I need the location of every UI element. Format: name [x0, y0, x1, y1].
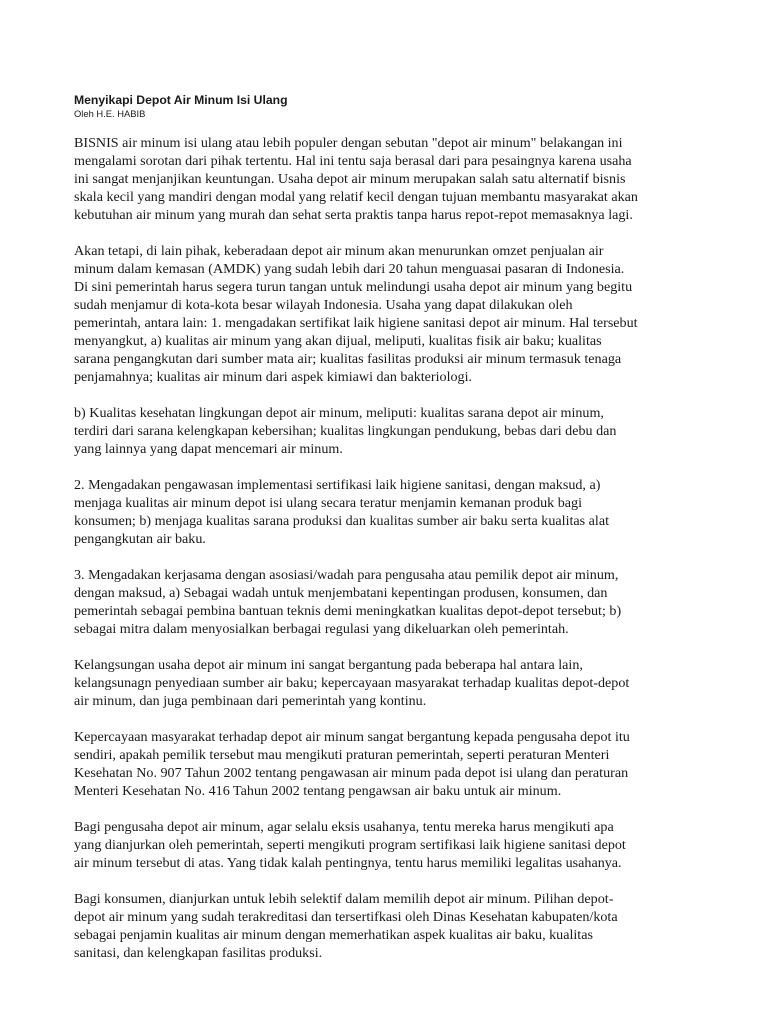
paragraph-line: pemerintah sebagai pembina bantuan teknis demi meningkatkan kualitas depot-depot tersebut; b) [74, 603, 622, 619]
paragraph [74, 728, 700, 800]
document-page [74, 92, 700, 980]
paragraph-line: mengalami sorotan dari pihak tertentu. Hal ini tentu saja berasal dari para pesaingnya karena usaha [74, 153, 632, 169]
paragraph-line: Bagi konsumen, dianjurkan untuk lebih selektif dalam memilih depot air minum. Pilihan depot- [74, 891, 614, 907]
paragraph-line: 2. Mengadakan pengawasan implementasi sertifikasi laik higiene sanitasi, dengan maksud, a) [74, 477, 601, 493]
paragraph-line: Bagi pengusaha depot air minum, agar selalu eksis usahanya, tentu mereka harus mengikuti apa [74, 819, 614, 835]
paragraph-line: menyangkut, a) kualitas air minum yang akan dijual, meliputi, kualitas fisik air baku; kualitas [74, 333, 602, 349]
paragraph [74, 134, 700, 224]
paragraph-line: yang dianjurkan oleh pemerintah, seperti mengikuti program sertifikasi laik higiene sanitasi depot [74, 837, 626, 853]
paragraph-line: b) Kualitas kesehatan lingkungan depot air minum, meliputi: kualitas sarana depot air minum, [74, 405, 604, 421]
paragraph-line: Di sini pemerintah harus segera turun tangan untuk melindungi usaha depot air minum yang begitu [74, 279, 633, 295]
paragraph-line: sebagai penjamin kualitas air minum dengan memerhatikan aspek kualitas air baku, kualitas [74, 927, 593, 943]
paragraph-line: sendiri, apakah pemilik tersebut mau mengikuti praturan pemerintah, seperti peraturan Menteri [74, 747, 610, 763]
paragraph-line: Kesehatan No. 907 Tahun 2002 tentang pengawasan air minum pada depot isi ulang dan peraturan [74, 765, 629, 781]
paragraph-line: air minum tersebut di atas. Yang tidak kalah pentingnya, tentu harus memiliki legalitas usahanya. [74, 855, 622, 871]
article-body [74, 134, 700, 962]
paragraph-line: kelangsunagn penyediaan sumber air baku; kepercayaan masyarakat terhadap kualitas depot-depot [74, 675, 630, 691]
paragraph-line: sarana pengangkutan dari sumber mata air; kualitas fasilitas produksi air minum termasuk tenaga [74, 351, 622, 367]
paragraph-line: sudah menjamur di kota-kota besar wilayah Indonesia. Usaha yang dapat dilakukan oleh [74, 297, 573, 313]
paragraph-line: Kelangsungan usaha depot air minum ini sangat bergantung pada beberapa hal antara lain, [74, 657, 583, 673]
paragraph-line: penjamahnya; kualitas air minum dari aspek kimiawi dan bakteriologi. [74, 369, 473, 385]
paragraph [74, 242, 700, 386]
paragraph-line: minum dalam kemasan (AMDK) yang sudah lebih dari 20 tahun menguasai pasaran di Indonesia. [74, 261, 625, 277]
paragraph-line: dengan maksud, a) Sebagai wadah untuk menjembatani kepentingan produsen, konsumen, dan [74, 585, 608, 601]
paragraph-line: pemerintah, antara lain: 1. mengadakan sertifikat laik higiene sanitasi depot air minum. Hal tersebut [74, 315, 638, 331]
article-author: Oleh H.E. HABIB [74, 108, 146, 119]
paragraph [74, 566, 700, 638]
paragraph-line: sebagai mitra dalam menyosialkan berbagai regulasi yang dikeluarkan oleh pemerintah. [74, 621, 569, 637]
paragraph-line: Akan tetapi, di lain pihak, keberadaan depot air minum akan menurunkan omzet penjualan air [74, 243, 604, 259]
paragraph [74, 656, 700, 710]
paragraph-line: pengangkutan air baku. [74, 531, 206, 547]
paragraph-line: Kepercayaan masyarakat terhadap depot air minum sangat bergantung kepada pengusaha depot itu [74, 729, 630, 745]
paragraph-line: air minum, dan juga pembinaan dari pemerintah yang kontinu. [74, 693, 427, 709]
paragraph-line: 3. Mengadakan kerjasama dengan asosiasi/wadah para pengusaha atau pemilik depot air minum, [74, 567, 619, 583]
paragraph-line: menjaga kualitas air minum depot isi ulang secara teratur menjamin kemanan produk bagi [74, 495, 582, 511]
paragraph-line: terdiri dari sarana kelengkapan kebersihan; kualitas lingkungan pendukung, bebas dari debu dan [74, 423, 617, 439]
paragraph-line: Menteri Kesehatan No. 416 Tahun 2002 tentang pengawsan air baku untuk air minum. [74, 783, 562, 799]
paragraph [74, 404, 700, 458]
paragraph-line: BISNIS air minum isi ulang atau lebih populer dengan sebutan "depot air minum" belakangan ini [74, 135, 623, 151]
paragraph-line: sanitasi, dan kelengkapan fasilitas produksi. [74, 945, 323, 961]
paragraph [74, 890, 700, 962]
paragraph-line: ini sangat menjanjikan keuntungan. Usaha depot air minum merupakan salah satu alternatif bisnis [74, 171, 626, 187]
paragraph-line: yang lainnya yang dapat mencemari air minum. [74, 441, 343, 457]
article-title: Menyikapi Depot Air Minum Isi Ulang [74, 93, 288, 107]
paragraph-line: depot air minum yang sudah terakreditasi dan tersertifkasi oleh Dinas Kesehatan kabupaten/kota [74, 909, 618, 925]
paragraph-line: kebutuhan air minum yang murah dan sehat serta praktis tanpa harus repot-repot memasaknya lagi. [74, 207, 633, 223]
paragraph-line: skala kecil yang mandiri dengan modal yang relatif kecil dengan tujuan membantu masyarakat akan [74, 189, 638, 205]
paragraph [74, 818, 700, 872]
paragraph-line: konsumen; b) menjaga kualitas sarana produksi dan kualitas sumber air baku serta kualitas alat [74, 513, 610, 529]
paragraph [74, 476, 700, 548]
